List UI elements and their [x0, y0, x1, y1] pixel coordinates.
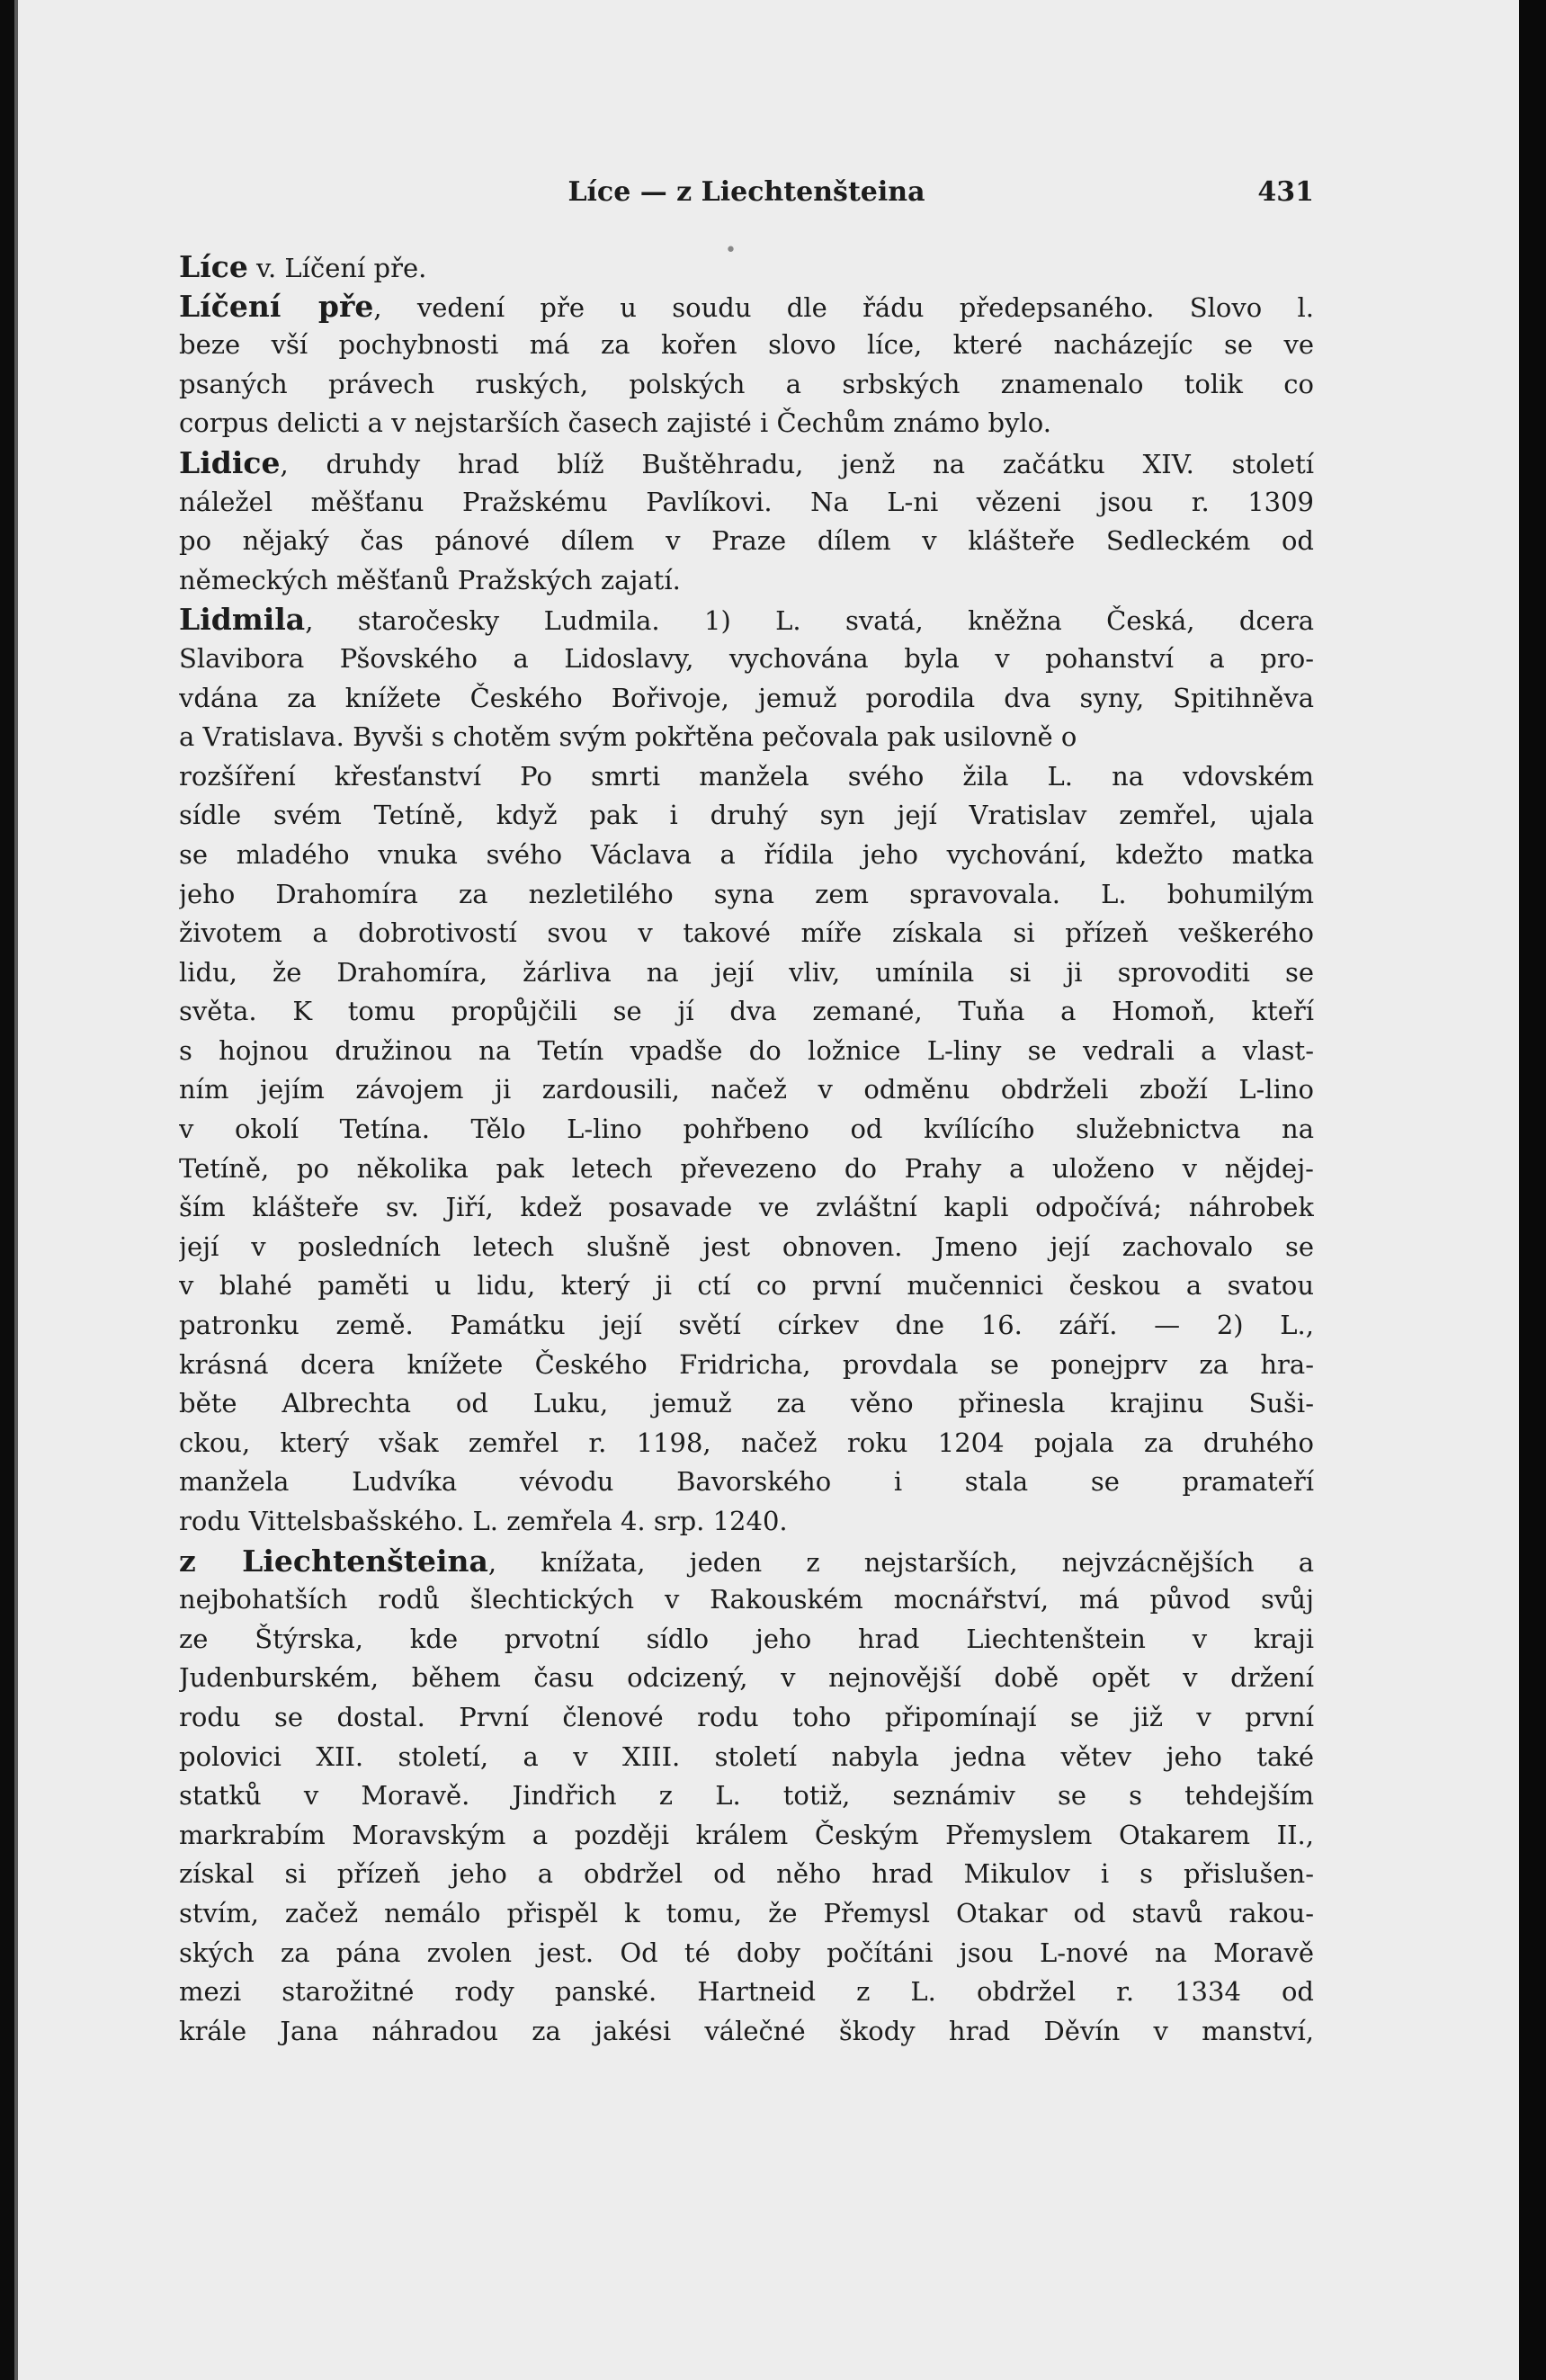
line-text: , knížata, jeden z nejstarších, nejvzácnějších a [487, 1546, 1314, 1578]
line-text: sídle svém Tetíně, když pak i druhý syn její Vratislav zemřel, ujala [179, 800, 1314, 831]
line-text: rodu Vittelsbašského. L. zemřela 4. srp. 1240. [179, 1506, 788, 1536]
line-text: Tetíně, po několika pak letech převezeno do Prahy a uloženo v nějdej- [179, 1152, 1314, 1184]
text-line [179, 1816, 1314, 1856]
page-number: 431 [1257, 176, 1314, 208]
scan-edge-right [1519, 0, 1546, 2380]
text-line [179, 600, 1314, 640]
line-text: s hojnou družinou na Tetín vpadše do ložnice L-liny se vedrali a vlast- [179, 1034, 1314, 1066]
text-line [179, 404, 1314, 443]
text-line [179, 1070, 1314, 1110]
text-line [179, 1150, 1314, 1189]
text-line [179, 1542, 1314, 1581]
line-text: její v posledních letech slušně jest obnoven. Jmeno její zachovalo se [179, 1230, 1314, 1262]
line-text: rodu se dostal. První členové rodu toho připomínají se již v první [179, 1701, 1314, 1732]
text-line [179, 247, 1314, 287]
text-line [179, 1266, 1314, 1306]
text-line [179, 1502, 1314, 1542]
line-text: krále Jana náhradou za jakési válečné škody hrad Děvín v manství, [179, 2015, 1314, 2046]
text-line [179, 443, 1314, 483]
text-line [179, 1894, 1314, 1934]
text-line [179, 365, 1314, 405]
encyclopedia-text [179, 247, 1314, 2051]
text-line [179, 483, 1314, 523]
line-text: jeho Drahomíra za nezletilého syna zem spravovala. L. bohumilým [179, 878, 1314, 909]
text-line [179, 1738, 1314, 1777]
page-header [179, 176, 1314, 212]
entry-headword: Líce [179, 249, 248, 284]
line-text: , druhdy hrad blíž Buštěhradu, jenž na začátku XIV. století [280, 448, 1314, 479]
line-text: lidu, že Drahomíra, žárliva na její vliv, umínila si ji sprovoditi se [179, 956, 1314, 988]
line-text: manžela Ludvíka vévodu Bavorského i stala se pramateří [179, 1466, 1314, 1498]
text-line [179, 1934, 1314, 1973]
line-text: v okolí Tetína. Tělo L-lino pohřbeno od kvílícího služebnictva na [179, 1114, 1314, 1145]
text-line [179, 1698, 1314, 1738]
text-line [179, 875, 1314, 915]
text-line [179, 718, 1314, 757]
line-text: patronku země. Památku její světí církev dne 16. září. — 2) L., [179, 1310, 1314, 1341]
line-text: ším klášteře sv. Jiří, kdež posavade ve zvláštní kapli odpočívá; náhrobek [179, 1192, 1314, 1223]
line-text: vdána za knížete Českého Bořivoje, jemuž porodila dva syny, Spitihněva [179, 682, 1314, 713]
line-text: beze vší pochybnosti má za kořen slovo líce, které nacházejíc se ve [179, 329, 1314, 361]
entry-headword: z Liechtenšteina [179, 1543, 488, 1579]
line-text: a Vratislava. Byvši s chotěm svým pokřtěna pečovala pak usilovně o [179, 721, 1077, 753]
scan-edge-left [0, 0, 14, 2380]
text-line [179, 1032, 1314, 1071]
text-line [179, 679, 1314, 719]
line-text: markrabím Moravským a později králem Českým Přemyslem Otakarem II., [179, 1819, 1314, 1850]
text-line [179, 1776, 1314, 1816]
text-line [179, 522, 1314, 561]
text-line [179, 2012, 1314, 2052]
text-line [179, 640, 1314, 679]
line-text: ských za pána zvolen jest. Od té doby počítáni jsou L-nové na Moravě [179, 1937, 1314, 1968]
line-text: Slavibora Pšovského a Lidoslavy, vychována byla v pohanství a pro- [179, 642, 1314, 674]
text-line [179, 1463, 1314, 1502]
text-line [179, 757, 1314, 797]
text-line [179, 1384, 1314, 1424]
line-text: se mladého vnuka svého Václava a řídila jeho vychování, kdežto matka [179, 838, 1314, 870]
line-text: v. Líčení pře. [247, 253, 427, 283]
scan-speck: • [725, 239, 737, 262]
line-text: získal si přízeň jeho a obdržel od něho hrad Mikulov i s přislušen- [179, 1858, 1314, 1890]
line-text: německých měšťanů Pražských zajatí. [179, 564, 681, 595]
line-text: světa. K tomu propůjčili se jí dva zemané, Tuňa a Homoň, kteří [179, 996, 1314, 1027]
entry-headword: Lidmila [179, 602, 306, 638]
text-line [179, 1228, 1314, 1267]
text-line [179, 1855, 1314, 1894]
text-line [179, 1620, 1314, 1660]
text-line [179, 1580, 1314, 1620]
line-text: , vedení pře u soudu dle řádu předepsaného. Slovo l. [373, 291, 1314, 323]
text-line [179, 836, 1314, 875]
line-text: polovici XII. století, a v XIII. století nabyla jedna větev jeho také [179, 1740, 1314, 1772]
line-text: náležel měšťanu Pražskému Pavlíkovi. Na L-ni vězeni jsou r. 1309 [179, 486, 1314, 517]
line-text: psaných právech ruských, polských a srbských znamenalo tolik co [179, 368, 1314, 399]
line-text: krásná dcera knížete Českého Fridricha, provdala se ponejprv za hra- [179, 1348, 1314, 1380]
text-line [179, 1659, 1314, 1698]
text-line [179, 992, 1314, 1032]
line-text: ze Štýrska, kde prvotní sídlo jeho hrad Liechtenštein v kraji [179, 1623, 1314, 1654]
text-line [179, 914, 1314, 953]
line-text: statků v Moravě. Jindřich z L. totiž, seznámiv se s tehdejším [179, 1780, 1314, 1812]
text-line [179, 796, 1314, 836]
line-text: rozšíření křesťanství Po smrti manžela svého žila L. na vdovském [179, 760, 1314, 792]
line-text: Judenburském, během času odcizený, v nejnovější době opět v držení [179, 1662, 1314, 1694]
line-text: , staročesky Ludmila. 1) L. svatá, kněžna Česká, dcera [305, 605, 1314, 637]
text-line [179, 953, 1314, 993]
line-text: po nějaký čas pánové dílem v Praze dílem v klášteře Sedleckém od [179, 525, 1314, 557]
line-text: stvím, začež nemálo přispěl k tomu, že Přemysl Otakar od stavů rakou- [179, 1897, 1314, 1928]
text-line [179, 1188, 1314, 1228]
text-line [179, 1973, 1314, 2012]
line-text: běte Albrechta od Luku, jemuž za věno přinesla krajinu Suši- [179, 1388, 1314, 1419]
line-text: corpus delicti a v nejstarších časech zajisté i Čechům známo bylo. [179, 407, 1051, 439]
text-line [179, 1306, 1314, 1346]
line-text: v blahé paměti u lidu, který ji ctí co první mučennici českou a svatou [179, 1270, 1314, 1302]
running-head: Líce — z Liechtenšteina [567, 176, 925, 208]
text-line [179, 326, 1314, 365]
line-text: nejbohatších rodů šlechtických v Rakouském mocnářství, má původ svůj [179, 1584, 1314, 1615]
line-text: mezi starožitné rody panské. Hartneid z L. obdržel r. 1334 od [179, 1976, 1314, 2008]
text-line [179, 287, 1314, 327]
entry-headword: Líčení pře [179, 288, 374, 324]
text-line [179, 1110, 1314, 1150]
line-text: životem a dobrotivostí svou v takové míře získala si přízeň veškerého [179, 917, 1314, 949]
text-line [179, 561, 1314, 601]
text-line [179, 1424, 1314, 1463]
line-text: ním jejím závojem ji zardousili, načež v odměnu obdrželi zboží L-lino [179, 1074, 1314, 1105]
text-line [179, 1346, 1314, 1385]
entry-headword: Lidice [179, 444, 281, 480]
line-text: ckou, který však zemřel r. 1198, načež roku 1204 pojala za druhého [179, 1427, 1314, 1458]
